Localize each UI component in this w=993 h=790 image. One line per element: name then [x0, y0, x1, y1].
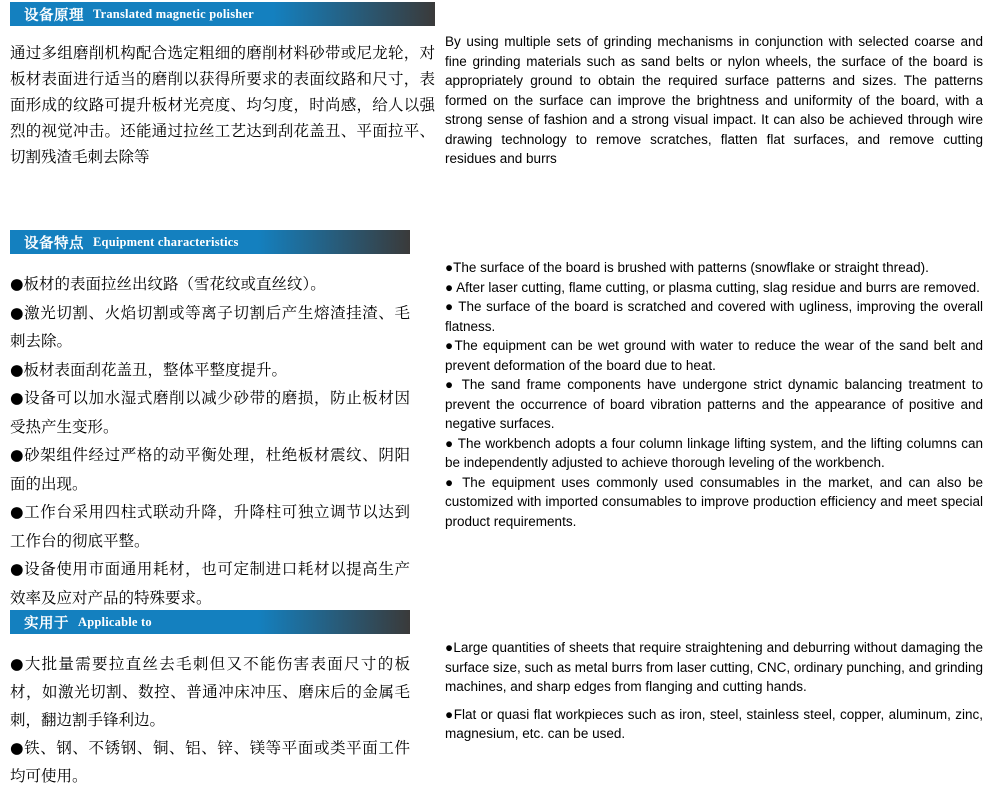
section-header-en-title: Applicable to	[78, 614, 152, 629]
list-item: ●铁、钢、不锈钢、铜、铝、锌、镁等平面或类平面工件均可使用。	[10, 739, 410, 785]
principle-chinese-body	[10, 40, 435, 170]
list-item: ●砂架组件经过严格的动平衡处理，杜绝板材震纹、阴阳面的出现。	[10, 446, 410, 493]
list-item: ●Large quantities of sheets that require straightening and deburring without damaging the surface size, such as metal burrs from laser cutting, CNC, ordinary punching, and grinding machines, and sharp edges from flanging and cutting hands.	[445, 640, 983, 694]
section-header-cn-title: 设备原理	[24, 7, 84, 24]
section-principle-left	[10, 2, 435, 170]
list-item: ●板材的表面拉丝出纹路（雪花纹或直丝纹）。	[10, 275, 326, 293]
list-item: ●The surface of the board is brushed with patterns (snowflake or straight thread).	[445, 260, 929, 275]
list-item: ● The equipment uses commonly used consumables in the market, and can also be customized with imported consumables to improve production efficiency and meet special product requirements.	[445, 474, 983, 529]
principle-english-paragraph: By using multiple sets of grinding mechanisms in conjunction with selected coarse and fine grinding materials such as sand belts or nylon wheels, the surface of the board is appropriately ground to obtain the required surface patterns and sizes. The patterns formed on the surface can improve the brightness and uniformity of the board, with a strong sense of fashion and a strong visual impact. It can also be achieved through wire drawing technology to remove scratches, flatten flat surfaces, and remove cutting residues and burrs	[445, 34, 983, 166]
applicable-english-list	[445, 638, 983, 744]
list-item: ● The sand frame components have undergone strict dynamic balancing treatment to prevent the occurrence of board vibration patterns and the appearance of positive and negative surfaces.	[445, 377, 983, 431]
list-item: ●The equipment can be wet ground with water to reduce the wear of the sand belt and prevent deformation of the board due to heat.	[445, 338, 983, 373]
section-header-features	[10, 230, 410, 254]
principle-chinese-paragraph: 通过多组磨削机构配合选定粗细的磨削材料砂带或尼龙轮，对板材表面进行适当的磨削以获得所要求的表面纹路和尺寸，表面形成的纹路可提升板材光亮度、均匀度，时尚感，给人以强烈的视觉冲击。还能通过拉丝工艺达到刮花盖丑、平面拉平、切割残渣毛刺去除等	[10, 44, 435, 166]
features-english-list	[445, 258, 983, 531]
section-header-principle	[10, 2, 435, 26]
section-header-applicable	[10, 610, 410, 634]
section-principle-right	[445, 32, 983, 169]
list-item: ●板材表面刮花盖丑，整体平整度提升。	[10, 360, 288, 379]
section-header-en-title: Translated magnetic polisher	[93, 6, 254, 21]
list-item: ● The workbench adopts a four column linkage lifting system, and the lifting columns can be independently adjusted to achieve thorough leveling of the workbench.	[445, 435, 983, 470]
applicable-chinese-list	[10, 650, 410, 790]
list-item: ●Flat or quasi flat workpieces such as iron, steel, stainless steel, copper, aluminum, zinc, magnesium, etc. can be used.	[445, 706, 983, 741]
list-item: ●大批量需要拉直丝去毛刺但又不能伤害表面尺寸的板材，如激光切割、数控、普通冲床冲压、磨床后的金属毛刺，翻边割手锋利边。	[10, 655, 410, 729]
section-header-en-title: Equipment characteristics	[93, 234, 239, 249]
section-header-cn-title: 设备特点	[24, 235, 84, 252]
section-features-right	[445, 258, 983, 531]
section-features-left	[10, 230, 410, 612]
section-applicable-left	[10, 610, 410, 790]
list-item: ●设备可以加水湿式磨削以减少砂带的磨损，防止板材因受热产生变形。	[10, 389, 410, 436]
list-item: ● The surface of the board is scratched and covered with ugliness, improving the overall flatness.	[445, 299, 983, 334]
list-item: ●设备使用市面通用耗材，也可定制进口耗材以提高生产效率及应对产品的特殊要求。	[10, 560, 410, 607]
list-item: ●激光切割、火焰切割或等离子切割后产生熔渣挂渣、毛刺去除。	[10, 303, 410, 350]
list-item: ● After laser cutting, flame cutting, or plasma cutting, slag residue and burrs are removed.	[445, 279, 980, 295]
principle-english-body	[445, 32, 983, 169]
features-chinese-list	[10, 270, 410, 612]
list-item: ●工作台采用四柱式联动升降，升降柱可独立调节以达到工作台的彻底平整。	[10, 503, 410, 550]
section-header-cn-title: 实用于	[24, 615, 69, 632]
list-spacer	[445, 697, 983, 705]
section-applicable-right	[445, 638, 983, 744]
